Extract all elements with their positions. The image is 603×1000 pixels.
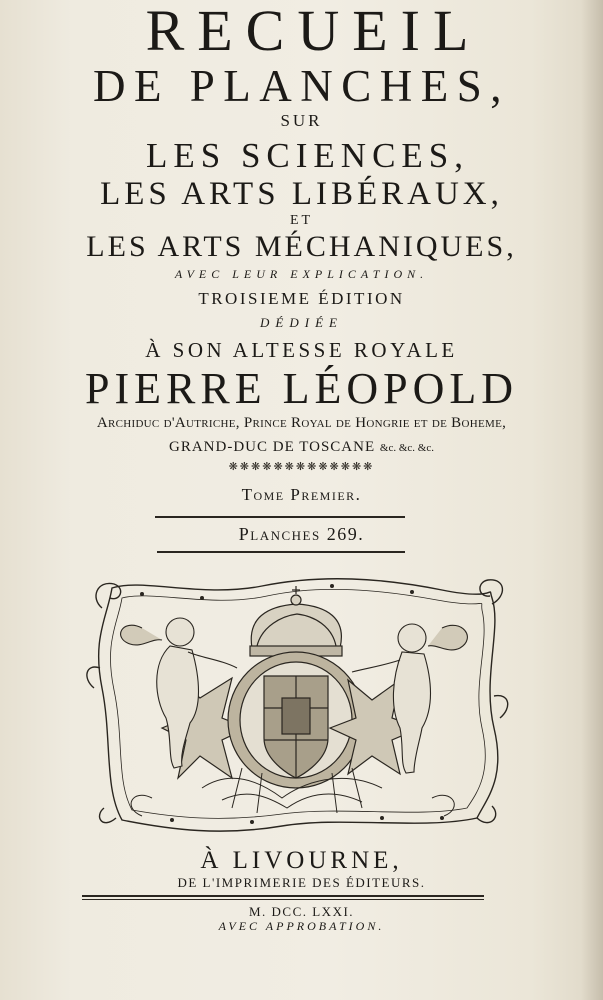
title-de-planches: DE PLANCHES, — [92, 61, 511, 111]
edition-label: TROISIEME ÉDITION — [198, 289, 405, 308]
dedicatee-titles-line2 — [0, 440, 603, 455]
imprint-rule-thick — [82, 895, 484, 897]
subtitle-explication: AVEC LEUR EXPLICATION. — [174, 267, 429, 281]
page-edge-shadow — [581, 0, 603, 1000]
title-sur: SUR — [280, 111, 323, 130]
dedication-label: DÉDIÉE — [260, 315, 343, 330]
rule-lower — [157, 551, 405, 553]
planches-count: Planches 269. — [238, 524, 365, 544]
title-arts-mechaniques: LES ARTS MÉCHANIQUES, — [86, 230, 517, 263]
grand-duc-text: GRAND-DUC DE TOSCANE — [169, 439, 376, 455]
imprint-city: À LIVOURNE, — [200, 847, 403, 874]
title-recueil: RECUEIL — [145, 0, 482, 63]
title-et: ET — [289, 213, 314, 228]
imprint-printer: DE L'IMPRIMERIE DES ÉDITEURS. — [177, 875, 426, 890]
dedicatee-titles-line1: Archiduc d'Autriche, Prince Royal de Hongrie et de Boheme, — [96, 415, 507, 431]
engraved-coat-of-arms-vignette — [82, 568, 512, 843]
title-les-sciences: LES SCIENCES, — [145, 136, 470, 175]
title-arts-liberaux: LES ARTS LIBÉRAUX, — [100, 176, 503, 212]
etc-text: &c. &c. &c. — [379, 442, 434, 454]
tome-label: Tome Premier. — [241, 485, 362, 504]
dedicatee-intro: À SON ALTESSE ROYALE — [145, 338, 458, 362]
imprint-approbation: AVEC APPROBATION. — [218, 919, 385, 933]
rule-upper — [155, 516, 405, 518]
imprint-rule-thin — [82, 899, 484, 900]
dedicatee-name: PIERRE LÉOPOLD — [85, 364, 518, 413]
ornament-divider: ❋❋❋❋❋❋❋❋❋❋❋❋❋ — [228, 461, 375, 473]
imprint-year: M. DCC. LXXI. — [248, 904, 355, 919]
